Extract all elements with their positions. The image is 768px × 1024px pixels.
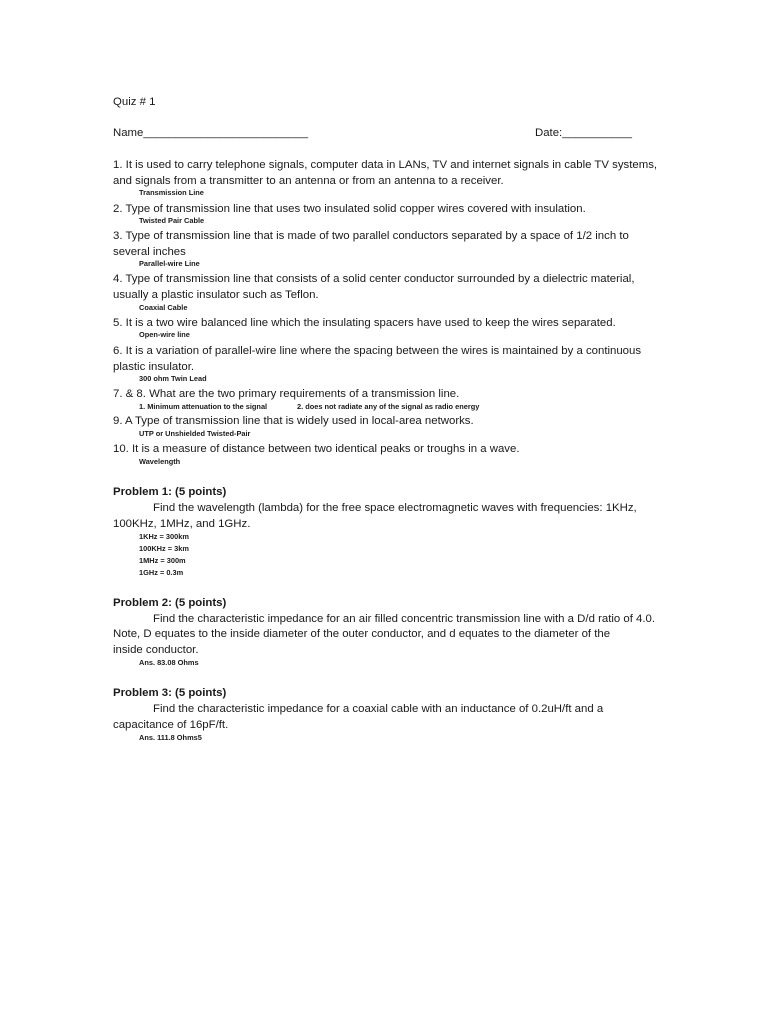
answer-3: Parallel-wire Line <box>139 259 200 268</box>
problem-1-line: Find the wavelength (lambda) for the free space electromagnetic waves with frequencies: 1KHz, <box>153 502 637 514</box>
problem-3-line: Find the characteristic impedance for a coaxial cable with an inductance of 0.2uH/ft and a <box>153 703 604 715</box>
answer-4: Coaxial Cable <box>139 303 188 312</box>
problem-1-answer: 1MHz = 300m <box>139 556 186 565</box>
question-6: 6. It is a variation of parallel-wire line where the spacing between the wires is maintained by a continuous plastic insulator. <box>113 345 642 373</box>
name-field: Name__________________________ <box>113 127 309 139</box>
question-3: 3. Type of transmission line that is made of two parallel conductors separated by a space of 1/2 inch to several inches <box>113 230 629 258</box>
problem-2-title: Problem 2: (5 points) <box>113 597 227 609</box>
answer-1: Transmission Line <box>139 188 204 197</box>
problem-3-line: capacitance of 16pF/ft. <box>113 719 229 731</box>
question-5: 5. It is a two wire balanced line which the insulating spacers have used to keep the wires separated. <box>113 317 616 329</box>
problem-1-line: 100KHz, 1MHz, and 1GHz. <box>113 518 251 530</box>
question-2: 2. Type of transmission line that uses two insulated solid copper wires covered with insulation. <box>113 203 586 215</box>
question-9: 9. A Type of transmission line that is widely used in local-area networks. <box>113 415 474 427</box>
question-7-8: 7. & 8. What are the two primary requirements of a transmission line. <box>113 388 460 400</box>
problem-2-line: inside conductor. <box>113 644 199 656</box>
problem-1-title: Problem 1: (5 points) <box>113 486 227 498</box>
answer-6: 300 ohm Twin Lead <box>139 374 207 383</box>
problem-1-answer: 100KHz = 3km <box>139 544 189 553</box>
question-4: 4. Type of transmission line that consists of a solid center conductor surrounded by a dielectric material, usually a plastic insulator such as Teflon. <box>113 273 635 301</box>
answer-8: 2. does not radiate any of the signal as radio energy <box>297 402 480 411</box>
problem-2-answer: Ans. 83.08 Ohms <box>139 658 199 667</box>
answer-7: 1. Minimum attenuation to the signal <box>139 402 268 411</box>
answer-5: Open-wire line <box>139 330 190 339</box>
problem-3-title: Problem 3: (5 points) <box>113 687 227 699</box>
problem-3-answer: Ans. 111.8 Ohms5 <box>139 733 202 742</box>
problem-2-line: Note, D equates to the inside diameter of the outer conductor, and d equates to the diameter of the <box>113 628 611 640</box>
question-10: 10. It is a measure of distance between two identical peaks or troughs in a wave. <box>113 443 520 455</box>
question-1: 1. It is used to carry telephone signals, computer data in LANs, TV and internet signals in cable TV systems, and signals from a transmitter to an antenna or from an antenna to a receiver. <box>113 159 658 187</box>
problem-2-line: Find the characteristic impedance for an air filled concentric transmission line with a D/d ratio of 4.0. <box>153 613 656 625</box>
problem-1-answer: 1KHz = 300km <box>139 532 189 541</box>
quiz-title: Quiz # 1 <box>113 96 156 108</box>
problem-1-answer: 1GHz = 0.3m <box>139 568 184 577</box>
answer-2: Twisted Pair Cable <box>139 216 205 225</box>
answer-10: Wavelength <box>139 457 181 466</box>
date-field: Date:___________ <box>535 127 632 139</box>
answer-9: UTP or Unshielded Twisted-Pair <box>139 429 251 438</box>
